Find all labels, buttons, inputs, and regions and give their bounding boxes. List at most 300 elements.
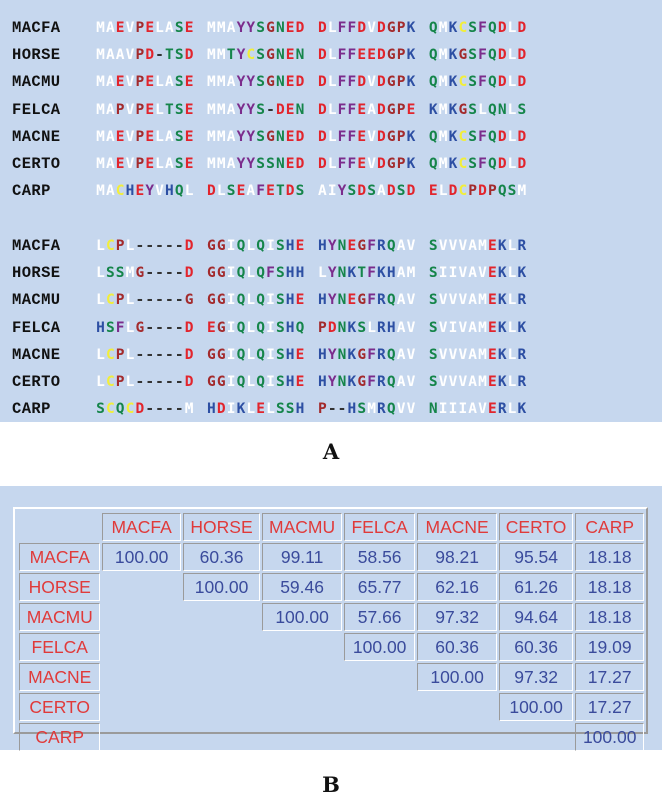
residue: -: [165, 264, 175, 281]
residue: T: [226, 46, 237, 63]
residue: D: [317, 101, 328, 118]
residue: L: [507, 292, 518, 309]
sequence-segment: [207, 156, 305, 172]
residue: C: [115, 183, 126, 200]
residue: S: [468, 128, 478, 145]
sequence-segment: [318, 347, 416, 363]
alignment-row: [12, 314, 527, 341]
residue: F: [367, 346, 377, 363]
residue: S: [468, 156, 478, 173]
residue: L: [125, 237, 136, 254]
residue: I: [226, 319, 237, 336]
residue: A: [367, 101, 377, 118]
residue: D: [145, 46, 155, 63]
residue: S: [275, 264, 286, 281]
sequence-name: FELCA: [12, 318, 61, 337]
residue: A: [115, 46, 126, 63]
sequence-segment: [207, 238, 305, 254]
residue: S: [428, 346, 439, 363]
residue: F: [266, 264, 276, 281]
residue: T: [165, 101, 175, 118]
sequence-segment: [429, 74, 527, 90]
residue: E: [357, 101, 367, 118]
residue: M: [438, 46, 449, 63]
residue: H: [207, 401, 217, 418]
residue: M: [96, 128, 106, 145]
sequence-segment: [429, 265, 527, 281]
residue: G: [386, 128, 397, 145]
residue: V: [125, 19, 136, 36]
row-header: HORSE: [19, 573, 100, 601]
residue: D: [497, 74, 508, 91]
residue: E: [207, 319, 217, 336]
empty-cell: [183, 603, 261, 631]
identity-value-cell: 60.36: [183, 543, 261, 571]
residue: -: [174, 346, 185, 363]
sequence-segment: [96, 238, 194, 254]
residue: V: [478, 264, 488, 281]
sequence-segment: [96, 374, 194, 390]
sequence-name: CERTO: [12, 155, 61, 174]
residue: N: [337, 292, 348, 309]
residue: S: [507, 183, 518, 200]
residue: G: [357, 237, 367, 254]
residue: E: [115, 19, 126, 36]
residue: -: [155, 237, 165, 254]
residue: D: [357, 19, 367, 36]
residue: P: [468, 183, 478, 200]
residue: M: [96, 19, 106, 36]
residue: F: [478, 156, 488, 173]
residue: S: [174, 156, 185, 173]
residue: E: [487, 264, 498, 281]
residue: P: [396, 74, 407, 91]
residue: V: [458, 237, 469, 254]
identity-value-cell: 17.27: [575, 663, 644, 691]
residue: D: [377, 46, 387, 63]
residue: R: [517, 374, 528, 391]
residue: G: [357, 374, 367, 391]
residue: L: [96, 264, 106, 281]
residue: M: [96, 101, 106, 118]
column-header: CERTO: [499, 513, 574, 541]
matrix-row: [19, 573, 644, 601]
sequence-segment: [429, 320, 527, 336]
residue: K: [448, 74, 459, 91]
residue: A: [165, 74, 175, 91]
residue: C: [105, 292, 116, 309]
residue: Y: [236, 156, 247, 173]
alignment-row: [12, 232, 527, 259]
residue: M: [216, 156, 227, 173]
residue: E: [285, 101, 296, 118]
residue: G: [207, 264, 217, 281]
residue: E: [236, 183, 247, 200]
residue: P: [317, 401, 328, 418]
residue: V: [458, 319, 469, 336]
residue: A: [396, 292, 407, 309]
residue: L: [507, 74, 518, 91]
residue: S: [396, 183, 407, 200]
residue: D: [295, 19, 306, 36]
residue: L: [155, 156, 165, 173]
residue: -: [165, 346, 175, 363]
residue: E: [357, 128, 367, 145]
residue: A: [226, 156, 237, 173]
residue: E: [145, 19, 155, 36]
residue: -: [174, 264, 185, 281]
residue: -: [145, 346, 155, 363]
identity-value-cell: 94.64: [499, 603, 574, 631]
residue: D: [497, 128, 508, 145]
residue: A: [165, 156, 175, 173]
empty-cell: [183, 663, 261, 691]
identity-matrix-table: [17, 511, 646, 753]
residue: E: [184, 156, 195, 173]
residue: H: [285, 346, 296, 363]
residue: K: [406, 128, 417, 145]
sequence-name: FELCA: [12, 100, 61, 119]
residue: I: [266, 237, 276, 254]
residue: D: [357, 183, 367, 200]
residue: L: [507, 401, 518, 418]
residue: S: [256, 19, 266, 36]
panel-label-a: A: [322, 439, 340, 464]
residue: G: [386, 74, 397, 91]
residue: Q: [174, 183, 185, 200]
residue: Q: [487, 101, 498, 118]
residue: G: [216, 319, 227, 336]
residue: L: [155, 128, 165, 145]
residue: H: [285, 374, 296, 391]
residue: M: [207, 101, 217, 118]
residue: S: [256, 128, 266, 145]
residue: Q: [236, 292, 247, 309]
residue: V: [367, 19, 377, 36]
residue: C: [458, 74, 469, 91]
sequence-segment: [318, 20, 416, 36]
residue: Y: [327, 374, 338, 391]
residue: E: [487, 401, 498, 418]
residue: D: [135, 401, 146, 418]
alignment-row: [12, 41, 527, 68]
residue: P: [115, 346, 126, 363]
residue: T: [165, 46, 175, 63]
residue: Q: [487, 156, 498, 173]
sequence-segment: [318, 102, 416, 118]
residue: D: [357, 74, 367, 91]
sequence-segment: [96, 320, 194, 336]
residue: P: [135, 156, 146, 173]
empty-cell: [102, 723, 180, 751]
residue: M: [438, 101, 449, 118]
identity-value-cell: 100.00: [417, 663, 496, 691]
residue: Y: [236, 19, 247, 36]
residue: S: [275, 346, 286, 363]
alignment-row: [12, 287, 527, 314]
residue: -: [327, 401, 338, 418]
residue: L: [184, 183, 195, 200]
residue: G: [458, 46, 469, 63]
residue: H: [386, 264, 397, 281]
identity-value-cell: 65.77: [344, 573, 416, 601]
residue: M: [96, 156, 106, 173]
empty-cell: [102, 693, 180, 721]
identity-value-cell: 17.27: [575, 693, 644, 721]
residue: E: [184, 128, 195, 145]
residue: -: [266, 101, 276, 118]
residue: K: [406, 46, 417, 63]
alignment-row: [12, 96, 527, 123]
residue: K: [497, 319, 508, 336]
sequence-segment: [207, 265, 305, 281]
residue: I: [448, 401, 459, 418]
residue: S: [275, 292, 286, 309]
residue: N: [275, 128, 286, 145]
residue: D: [517, 128, 528, 145]
residue: Q: [386, 292, 397, 309]
residue: Y: [327, 346, 338, 363]
residue: -: [174, 401, 185, 418]
residue: S: [275, 237, 286, 254]
residue: S: [96, 401, 106, 418]
residue: M: [478, 374, 488, 391]
matrix-row: [19, 663, 644, 691]
panel-label-b: B: [322, 772, 340, 797]
empty-cell: [417, 723, 496, 751]
residue: I: [226, 264, 237, 281]
residue: L: [507, 346, 518, 363]
empty-cell: [102, 633, 180, 661]
residue: Y: [246, 156, 257, 173]
residue: A: [165, 19, 175, 36]
residue: D: [275, 101, 286, 118]
residue: K: [517, 401, 528, 418]
sequence-segment: [96, 47, 194, 63]
alignment-row: [12, 69, 527, 96]
residue: M: [438, 19, 449, 36]
residue: L: [507, 101, 518, 118]
residue: L: [507, 128, 518, 145]
residue: I: [266, 346, 276, 363]
residue: P: [115, 101, 126, 118]
sequence-segment: [96, 347, 194, 363]
sequence-segment: [318, 401, 416, 417]
residue: D: [406, 183, 417, 200]
residue: S: [357, 319, 367, 336]
residue: D: [517, 46, 528, 63]
sequence-segment: [207, 374, 305, 390]
residue: S: [468, 19, 478, 36]
residue: D: [184, 346, 195, 363]
residue: L: [367, 319, 377, 336]
row-header: CERTO: [19, 693, 100, 721]
residue: -: [145, 401, 155, 418]
residue: M: [438, 74, 449, 91]
residue: Y: [327, 292, 338, 309]
residue: I: [226, 374, 237, 391]
residue: M: [367, 401, 377, 418]
residue: N: [337, 264, 348, 281]
residue: H: [295, 401, 306, 418]
residue: F: [367, 374, 377, 391]
residue: V: [406, 237, 417, 254]
alignment-row: [12, 368, 527, 395]
residue: S: [226, 183, 237, 200]
residue: Q: [487, 74, 498, 91]
sequence-segment: [429, 156, 527, 172]
identity-value-cell: 100.00: [102, 543, 180, 571]
empty-cell: [262, 693, 342, 721]
residue: D: [517, 19, 528, 36]
residue: -: [145, 292, 155, 309]
residue: L: [125, 319, 136, 336]
residue: M: [478, 292, 488, 309]
residue: N: [428, 401, 439, 418]
empty-cell: [102, 603, 180, 631]
residue: V: [125, 46, 136, 63]
residue: S: [256, 74, 266, 91]
residue: K: [448, 156, 459, 173]
residue: I: [438, 401, 449, 418]
residue: I: [226, 401, 237, 418]
residue: L: [478, 101, 488, 118]
residue: Q: [428, 74, 439, 91]
residue: V: [448, 292, 459, 309]
identity-value-cell: 100.00: [575, 723, 644, 751]
residue: G: [135, 319, 146, 336]
residue: E: [145, 128, 155, 145]
column-header: MACFA: [102, 513, 180, 541]
residue: M: [478, 346, 488, 363]
residue: K: [406, 19, 417, 36]
matrix-header-row: [19, 513, 644, 541]
sequence-name: CARP: [12, 400, 51, 419]
residue: L: [266, 401, 276, 418]
residue: M: [207, 46, 217, 63]
residue: E: [145, 101, 155, 118]
residue: A: [105, 74, 116, 91]
residue: -: [174, 374, 185, 391]
identity-value-cell: 99.11: [262, 543, 342, 571]
residue: P: [135, 101, 146, 118]
identity-value-cell: 95.54: [499, 543, 574, 571]
sequence-name: CERTO: [12, 373, 61, 392]
residue: D: [386, 183, 397, 200]
residue: Y: [236, 74, 247, 91]
residue: -: [165, 401, 175, 418]
residue: Q: [428, 46, 439, 63]
sequence-segment: [429, 20, 527, 36]
residue: E: [357, 156, 367, 173]
residue: -: [155, 46, 165, 63]
column-header: FELCA: [344, 513, 416, 541]
residue: H: [295, 264, 306, 281]
residue: L: [155, 101, 165, 118]
residue: G: [357, 292, 367, 309]
residue: E: [487, 374, 498, 391]
identity-value-cell: 100.00: [262, 603, 342, 631]
column-header: MACNE: [417, 513, 496, 541]
identity-matrix-panel: [0, 486, 662, 750]
residue: F: [347, 128, 358, 145]
residue: F: [337, 156, 348, 173]
residue: L: [246, 401, 257, 418]
residue: -: [165, 374, 175, 391]
identity-value-cell: 61.26: [499, 573, 574, 601]
identity-value-cell: 97.32: [499, 663, 574, 691]
residue: G: [207, 237, 217, 254]
empty-cell: [262, 723, 342, 751]
residue: V: [438, 346, 449, 363]
residue: L: [507, 156, 518, 173]
residue: D: [184, 237, 195, 254]
residue: -: [145, 319, 155, 336]
residue: V: [458, 264, 469, 281]
residue: L: [125, 374, 136, 391]
residue: G: [266, 74, 276, 91]
residue: I: [448, 264, 459, 281]
sequence-segment: [318, 238, 416, 254]
residue: G: [458, 101, 469, 118]
residue: S: [174, 101, 185, 118]
residue: K: [497, 292, 508, 309]
residue: R: [377, 401, 387, 418]
residue: N: [295, 101, 306, 118]
residue: I: [226, 292, 237, 309]
residue: E: [256, 401, 266, 418]
residue: V: [367, 156, 377, 173]
empty-cell: [499, 723, 574, 751]
residue: V: [438, 319, 449, 336]
residue: Q: [428, 128, 439, 145]
residue: E: [295, 292, 306, 309]
residue: G: [216, 237, 227, 254]
residue: V: [438, 237, 449, 254]
residue: E: [184, 101, 195, 118]
residue: -: [145, 237, 155, 254]
residue: L: [507, 237, 518, 254]
residue: A: [105, 183, 116, 200]
residue: M: [438, 156, 449, 173]
residue: A: [468, 292, 478, 309]
residue: K: [497, 264, 508, 281]
residue: Q: [386, 346, 397, 363]
sequence-segment: [318, 374, 416, 390]
sequence-segment: [318, 320, 416, 336]
residue: L: [125, 346, 136, 363]
residue: V: [458, 346, 469, 363]
residue: Q: [256, 319, 266, 336]
sequence-segment: [318, 74, 416, 90]
residue: Q: [236, 346, 247, 363]
residue: G: [207, 346, 217, 363]
residue: A: [165, 128, 175, 145]
residue: G: [216, 374, 227, 391]
row-header: MACFA: [19, 543, 100, 571]
residue: L: [507, 374, 518, 391]
alignment-row: [12, 178, 527, 205]
row-header: MACMU: [19, 603, 100, 631]
residue: -: [135, 237, 146, 254]
residue: F: [478, 128, 488, 145]
residue: Y: [246, 74, 257, 91]
row-header: CARP: [19, 723, 100, 751]
residue: G: [386, 46, 397, 63]
residue: F: [115, 319, 126, 336]
residue: V: [125, 128, 136, 145]
matrix-row: [19, 633, 644, 661]
